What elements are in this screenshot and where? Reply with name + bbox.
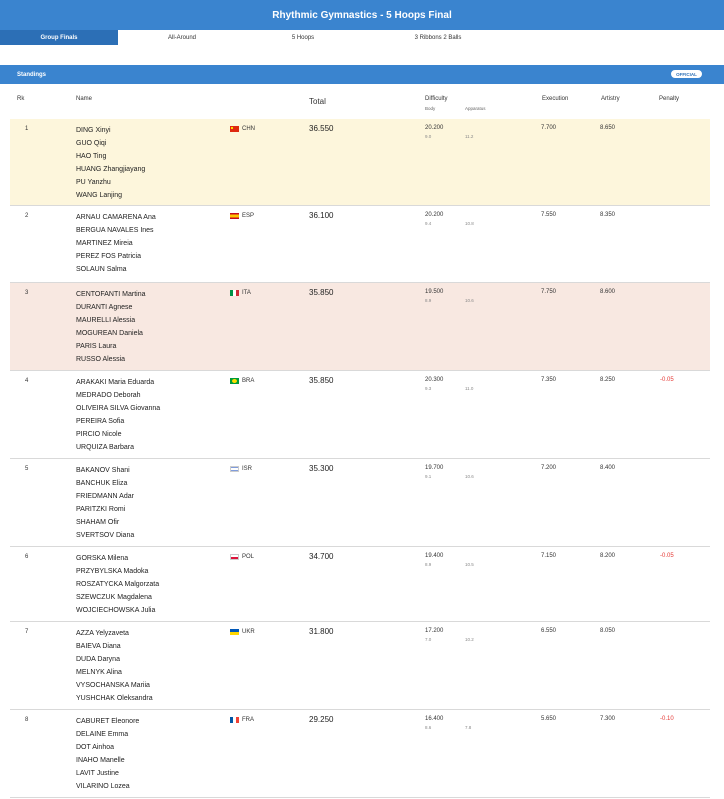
penalty-score: -0.05 — [660, 553, 674, 559]
total-score: 29.250 — [309, 715, 334, 724]
athlete-name[interactable]: MARTINEZ Mireia — [76, 240, 133, 247]
athlete-name[interactable]: DOT Ainhoa — [76, 744, 115, 751]
athlete-name[interactable]: SZEWCZUK Magdalena — [76, 594, 152, 601]
difficulty-score: 17.200 — [425, 628, 444, 634]
apparatus-score: 10.8 — [465, 221, 474, 226]
table-row[interactable] — [10, 119, 710, 206]
nation — [230, 290, 251, 296]
execution-score: 6.550 — [541, 628, 557, 634]
penalty-score: -0.10 — [660, 716, 674, 722]
tab-bar — [0, 30, 724, 45]
tab-5-hoops[interactable]: 5 Hoops — [291, 34, 315, 41]
table-row[interactable] — [10, 371, 710, 459]
apparatus-score: 10.2 — [465, 637, 474, 642]
difficulty-score: 19.400 — [425, 553, 444, 559]
nation — [230, 126, 255, 132]
body-score: 9.0 — [425, 134, 432, 139]
athlete-name[interactable]: PRZYBYLSKA Madoka — [76, 568, 149, 575]
br-flag-icon — [230, 378, 239, 384]
athlete-list — [76, 627, 153, 705]
col-execution: Execution — [542, 96, 569, 102]
nation — [230, 629, 255, 635]
col-body: Body — [425, 106, 436, 111]
artistry-score: 8.650 — [600, 125, 616, 131]
col-name: Name — [76, 96, 93, 102]
athlete-name[interactable]: RUSSO Alessia — [76, 356, 126, 363]
athlete-list — [76, 124, 145, 202]
apparatus-score: 11.2 — [465, 134, 474, 139]
athlete-name[interactable]: PEREZ FOS Patricia — [76, 253, 141, 260]
cn-flag-icon — [230, 126, 239, 132]
noc-code: POL — [242, 554, 255, 560]
body-score: 9.4 — [425, 221, 432, 226]
it-flag-icon — [230, 290, 239, 296]
tab-group-finals[interactable]: Group Finals — [0, 30, 118, 45]
total-score: 35.300 — [309, 464, 334, 473]
col-apparatus: Apparatus — [465, 106, 486, 111]
nation — [230, 213, 254, 219]
fr-flag-icon — [230, 717, 239, 723]
athlete-name[interactable]: MOGUREAN Daniela — [76, 330, 143, 337]
athlete-name[interactable]: OLIVEIRA SILVA Giovanna — [76, 405, 161, 412]
nation — [230, 466, 252, 472]
ua-flag-icon — [230, 629, 239, 635]
athlete-name[interactable]: DING Xinyi — [76, 127, 111, 134]
noc-code: UKR — [242, 629, 255, 635]
table-row[interactable] — [10, 206, 710, 283]
athlete-name[interactable]: LAVIT Justine — [76, 770, 119, 777]
difficulty-score: 19.500 — [425, 289, 444, 295]
difficulty-score: 20.200 — [425, 212, 444, 218]
difficulty-score: 16.400 — [425, 716, 444, 722]
execution-score: 5.650 — [541, 716, 557, 722]
execution-score: 7.550 — [541, 212, 557, 218]
nation — [230, 554, 254, 560]
athlete-list — [76, 715, 139, 793]
col-rank: Rk — [17, 96, 25, 102]
noc-code: BRA — [242, 378, 255, 384]
rank: 4 — [25, 378, 29, 384]
difficulty-score: 19.700 — [425, 465, 444, 471]
table-row[interactable] — [10, 283, 710, 371]
athlete-name[interactable]: BAKANOV Shani — [76, 467, 130, 474]
athlete-name[interactable]: FRIEDMANN Adar — [76, 493, 134, 500]
rank: 1 — [25, 126, 29, 132]
athlete-name[interactable]: VILARINO Lozea — [76, 783, 130, 790]
total-score: 36.550 — [309, 124, 334, 133]
athlete-name[interactable]: PARITZKI Romi — [76, 506, 126, 513]
athlete-list — [76, 288, 146, 366]
pl-flag-icon — [230, 554, 239, 560]
body-score: 8.9 — [425, 298, 432, 303]
athlete-name[interactable]: SOLAUN Salma — [76, 266, 127, 273]
nation — [230, 378, 254, 384]
apparatus-score: 10.6 — [465, 474, 474, 479]
apparatus-score: 10.5 — [465, 562, 474, 567]
athlete-name[interactable]: VYSOCHANSKA Mariia — [76, 682, 150, 689]
noc-code: ITA — [242, 290, 251, 296]
athlete-name[interactable]: ROSZATYCKA Malgorzata — [76, 581, 160, 588]
athlete-name[interactable]: DURANTI Agnese — [76, 304, 133, 311]
col-total: Total — [309, 97, 326, 106]
athlete-name[interactable]: CABURET Eleonore — [76, 718, 140, 725]
total-score: 35.850 — [309, 376, 334, 385]
noc-code: FRA — [242, 717, 254, 723]
table-row[interactable] — [10, 622, 710, 710]
athlete-name[interactable]: AZZA Yelyzaveta — [76, 630, 129, 637]
athlete-name[interactable]: HUANG Zhangjiayang — [76, 166, 146, 173]
rank: 2 — [25, 213, 29, 219]
athlete-list — [76, 464, 134, 542]
execution-score: 7.750 — [541, 289, 557, 295]
execution-score: 7.350 — [541, 377, 557, 383]
athlete-name[interactable]: MELNYK Alina — [76, 669, 122, 676]
athlete-name[interactable]: GORSKA Milena — [76, 555, 129, 562]
athlete-name[interactable]: WOJCIECHOWSKA Julia — [76, 607, 156, 614]
athlete-name[interactable]: MAURELLI Alessia — [76, 317, 136, 324]
rank: 8 — [25, 717, 29, 723]
athlete-name[interactable]: BAIEVA Diana — [76, 643, 121, 650]
rank: 7 — [25, 629, 29, 635]
athlete-name[interactable]: INAHO Manelle — [76, 757, 125, 764]
rank: 5 — [25, 466, 29, 472]
apparatus-score: 11.0 — [465, 386, 474, 391]
athlete-name[interactable]: SHAHAM Ofir — [76, 519, 120, 526]
athlete-name[interactable]: YUSHCHAK Oleksandra — [76, 695, 153, 702]
total-score: 31.800 — [309, 627, 334, 636]
standings-header — [0, 65, 724, 84]
athlete-name[interactable]: URQUIZA Barbara — [76, 444, 134, 451]
page-title: Rhythmic Gymnastics - 5 Hoops Final — [0, 0, 724, 30]
table-row[interactable] — [10, 710, 710, 798]
athlete-list — [76, 552, 159, 617]
artistry-score: 8.050 — [600, 628, 616, 634]
body-score: 7.0 — [425, 637, 432, 642]
col-penalty: Penalty — [659, 96, 680, 102]
artistry-score: 8.350 — [600, 212, 616, 218]
noc-code: ISR — [242, 466, 253, 472]
body-score: 9.1 — [425, 474, 432, 479]
artistry-score: 8.400 — [600, 465, 616, 471]
noc-code: CHN — [242, 126, 255, 132]
artistry-score: 8.250 — [600, 377, 616, 383]
athlete-name[interactable]: DELAINE Emma — [76, 731, 129, 738]
athlete-name[interactable]: BANCHUK Eliza — [76, 480, 128, 487]
total-score: 34.700 — [309, 552, 334, 561]
apparatus-score: 10.6 — [465, 298, 474, 303]
athlete-name[interactable]: PIRCIO Nicole — [76, 431, 122, 438]
es-flag-icon — [230, 213, 239, 219]
artistry-score: 8.200 — [600, 553, 616, 559]
body-score: 8.6 — [425, 725, 432, 730]
athlete-name[interactable]: SVERTSOV Diana — [76, 532, 135, 539]
il-flag-icon — [230, 466, 239, 472]
difficulty-score: 20.200 — [425, 125, 444, 131]
athlete-name[interactable]: DUDA Daryna — [76, 656, 120, 663]
athlete-name[interactable]: PU Yanzhu — [76, 179, 111, 186]
athlete-name[interactable]: HAO Ting — [76, 153, 107, 160]
noc-code: ESP — [242, 213, 255, 219]
execution-score: 7.200 — [541, 465, 557, 471]
athlete-name[interactable]: ARAKAKI Maria Eduarda — [76, 379, 155, 386]
tab-all-around[interactable]: All-Around — [167, 34, 196, 41]
penalty-score: -0.05 — [660, 377, 674, 383]
rank: 3 — [25, 290, 29, 296]
artistry-score: 7.300 — [600, 716, 616, 722]
apparatus-score: 7.8 — [465, 725, 472, 730]
rank: 6 — [25, 554, 29, 560]
athlete-name[interactable]: MEDRADO Deborah — [76, 392, 141, 399]
standings-label: Standings — [17, 71, 47, 78]
athlete-list — [76, 376, 160, 454]
athlete-name[interactable]: BERGUA NAVALES Ines — [76, 227, 154, 234]
tab-3-ribbons-2-balls[interactable]: 3 Ribbons 2 Balls — [414, 34, 462, 41]
col-difficulty: Difficulty — [425, 96, 448, 102]
total-score: 35.850 — [309, 288, 334, 297]
table-row[interactable] — [10, 547, 710, 622]
athlete-name[interactable]: CENTOFANTI Martina — [76, 291, 146, 298]
athlete-name[interactable]: GUO Qiqi — [76, 140, 107, 147]
athlete-name[interactable]: WANG Lanjing — [76, 192, 123, 199]
athlete-name[interactable]: PARIS Laura — [76, 343, 117, 350]
official-badge: OFFICIAL — [671, 70, 702, 78]
col-artistry: Artistry — [601, 96, 620, 102]
total-score: 36.100 — [309, 211, 334, 220]
table-row[interactable] — [10, 459, 710, 547]
execution-score: 7.700 — [541, 125, 557, 131]
artistry-score: 8.600 — [600, 289, 616, 295]
execution-score: 7.150 — [541, 553, 557, 559]
athlete-name[interactable]: PEREIRA Sofia — [76, 418, 125, 425]
athlete-list — [76, 211, 156, 276]
body-score: 8.9 — [425, 562, 432, 567]
body-score: 9.3 — [425, 386, 432, 391]
nation — [230, 717, 254, 723]
athlete-name[interactable]: ARNAU CAMARENA Ana — [76, 214, 156, 221]
difficulty-score: 20.300 — [425, 377, 444, 383]
